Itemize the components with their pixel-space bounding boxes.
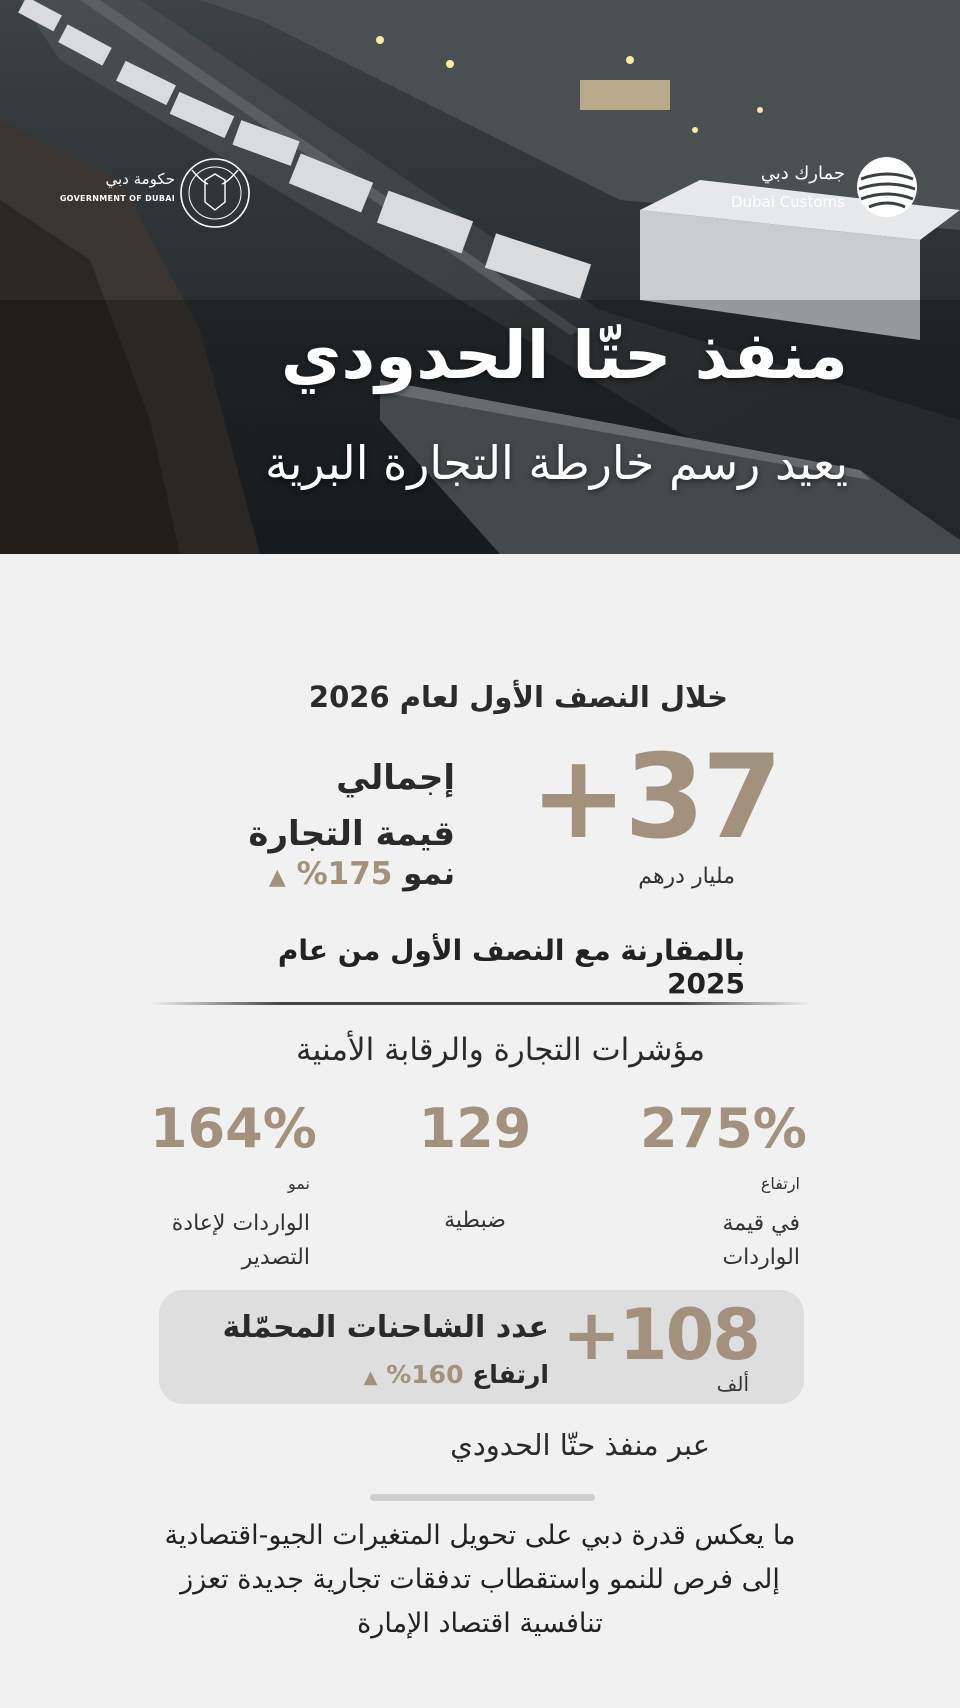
gov-logo-arabic: حكومة دبي <box>105 170 175 188</box>
up-triangle-icon: ▲ <box>363 1367 378 1388</box>
trade-value-unit: مليار درهم <box>638 864 735 889</box>
trucks-growth-percent: 160% <box>386 1360 464 1389</box>
trade-value: +37 <box>530 730 780 865</box>
closing-line3: تنافسية اقتصاد الإمارة <box>357 1608 603 1639</box>
comparison-note: بالمقارنة مع النصف الأول من عام 2025 <box>277 934 745 1000</box>
short-divider <box>370 1494 595 1501</box>
stat-value: 164% <box>150 1097 317 1160</box>
trucks-growth <box>199 1360 549 1389</box>
stat-reexport-imports <box>150 1097 317 1275</box>
dubai-customs-logo <box>720 155 935 225</box>
closing-line1: ما يعكس قدرة دبي على تحويل المتغيرات الجيو-اقتصادية <box>164 1520 796 1551</box>
stat-description <box>640 1207 800 1275</box>
stat-seizures <box>395 1097 555 1238</box>
dubai-emblem-icon <box>172 150 258 236</box>
statistics-panel <box>0 554 960 1708</box>
closing-statement <box>120 1514 840 1646</box>
closing-line2: إلى فرص للنمو واستقطاب تدفقات تجارية جديدة تعزز <box>180 1564 780 1595</box>
stat-description <box>150 1207 310 1275</box>
trucks-card <box>159 1290 804 1404</box>
customs-logo-arabic: جمارك دبي <box>760 163 845 184</box>
via-border-crossing: عبر منفذ حتّا الحدودي <box>450 1428 710 1462</box>
stat-value: 129 <box>418 1097 532 1160</box>
stat-description-line1: في قيمة <box>722 1211 800 1236</box>
government-of-dubai-logo <box>40 150 260 240</box>
trade-growth <box>210 856 455 892</box>
stat-caption: ارتفاع <box>760 1174 800 1193</box>
trucks-value: +108 <box>562 1294 759 1376</box>
stat-value: 275% <box>640 1097 807 1160</box>
hero-title: منفذ حتّا الحدودي <box>280 317 848 394</box>
hero-subtitle: يعيد رسم خارطة التجارة البرية <box>264 436 848 490</box>
trade-growth-word: نمو <box>403 856 455 892</box>
globe-logo-icon <box>855 155 920 220</box>
stat-imports-value <box>640 1097 807 1275</box>
stat-description: ضبطية <box>444 1208 506 1233</box>
hero-banner <box>0 0 960 554</box>
trade-growth-percent: 175% <box>296 856 393 892</box>
section-divider <box>150 1002 810 1005</box>
indicators-title: مؤشرات التجارة والرقابة الأمنية <box>295 1032 705 1068</box>
trade-label-line1: إجمالي <box>336 758 455 798</box>
period-heading: خلال النصف الأول لعام 2026 <box>308 680 728 714</box>
trucks-unit: ألف <box>716 1372 749 1396</box>
up-triangle-icon: ▲ <box>268 865 286 890</box>
trucks-growth-word: ارتفاع <box>472 1360 549 1389</box>
trade-label <box>210 750 455 862</box>
stat-description-line2: التصدير <box>241 1245 310 1270</box>
customs-logo-english: Dubai Customs <box>731 193 845 211</box>
stat-description-line2: الواردات <box>722 1245 800 1270</box>
stat-caption: نمو <box>288 1174 310 1193</box>
trucks-label: عدد الشاحنات المحمّلة <box>222 1310 549 1345</box>
stat-description-line1: الواردات لإعادة <box>171 1211 310 1236</box>
trade-label-line2: قيمة التجارة <box>248 814 455 854</box>
gov-logo-english: GOVERNMENT OF DUBAI <box>59 194 175 203</box>
